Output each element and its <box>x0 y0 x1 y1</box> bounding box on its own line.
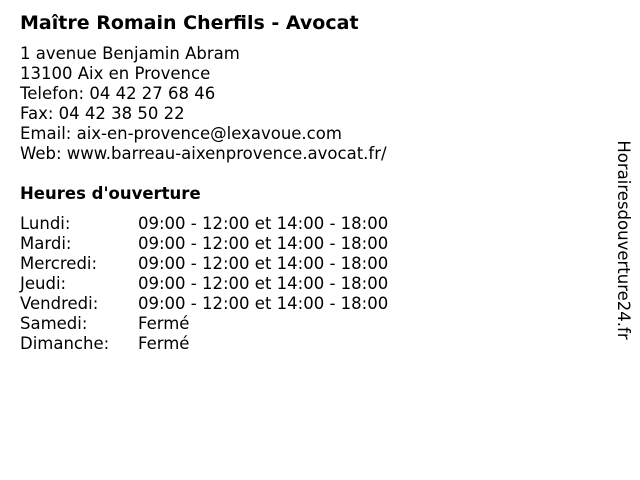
day-hours: Fermé <box>138 314 190 333</box>
opening-hours-list <box>20 214 440 354</box>
day-label: Lundi: <box>20 214 71 233</box>
web-line: Web: www.barreau-aixenprovence.avocat.fr/ <box>20 144 387 163</box>
contact-info <box>20 44 387 164</box>
day-hours: 09:00 - 12:00 et 14:00 - 18:00 <box>138 254 389 273</box>
day-hours: 09:00 - 12:00 et 14:00 - 18:00 <box>138 294 389 313</box>
day-hours: 09:00 - 12:00 et 14:00 - 18:00 <box>138 214 389 233</box>
day-label: Dimanche: <box>20 334 110 353</box>
fax-line: Fax: 04 42 38 50 22 <box>20 104 185 123</box>
address-line-2: 13100 Aix en Provence <box>20 64 211 83</box>
hours-row-thursday <box>20 274 440 294</box>
opening-hours-heading: Heures d'ouverture <box>20 184 201 203</box>
day-label: Mercredi: <box>20 254 98 273</box>
day-hours: 09:00 - 12:00 et 14:00 - 18:00 <box>138 274 389 293</box>
email-line: Email: aix-en-provence@lexavoue.com <box>20 124 342 143</box>
day-label: Samedi: <box>20 314 88 333</box>
day-label: Mardi: <box>20 234 72 253</box>
site-watermark: Horairesdouverture24.fr <box>614 140 633 340</box>
day-hours: 09:00 - 12:00 et 14:00 - 18:00 <box>138 234 389 253</box>
day-hours: Fermé <box>138 334 190 353</box>
hours-row-monday <box>20 214 440 234</box>
day-label: Vendredi: <box>20 294 99 313</box>
hours-row-tuesday <box>20 234 440 254</box>
hours-row-sunday <box>20 334 440 354</box>
address-line-1: 1 avenue Benjamin Abram <box>20 44 240 63</box>
business-name: Maître Romain Cherfils - Avocat <box>20 12 359 34</box>
hours-row-saturday <box>20 314 440 334</box>
hours-row-friday <box>20 294 440 314</box>
hours-row-wednesday <box>20 254 440 274</box>
day-label: Jeudi: <box>20 274 67 293</box>
phone-line: Telefon: 04 42 27 68 46 <box>20 84 216 103</box>
